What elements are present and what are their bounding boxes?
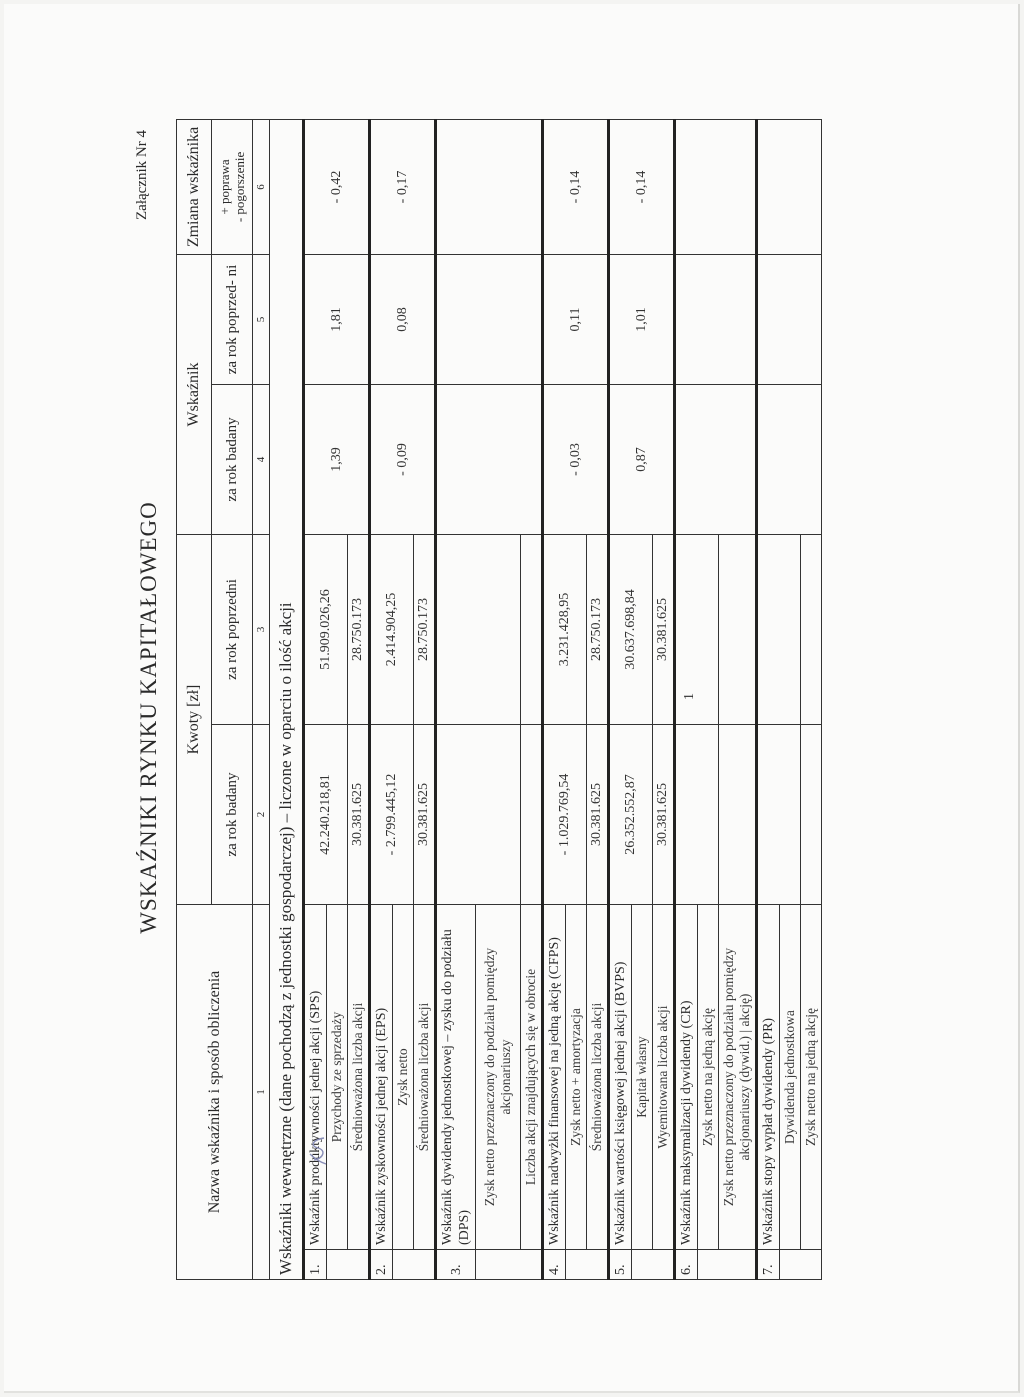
initials-signature-icon — [304, 1134, 330, 1168]
header-indicator: Wskaźnik — [177, 254, 212, 534]
numerator-label: Kapitał własny — [632, 905, 653, 1250]
header-indicator-current: za rok badany — [212, 384, 253, 534]
header-change-legend — [212, 119, 253, 254]
amount-previous: 51.909.026,26 — [304, 534, 348, 724]
col-number: 4 — [253, 384, 270, 534]
numerator-label: Przychody ze sprzedaży — [327, 905, 348, 1250]
row-number: 6. — [675, 1250, 698, 1280]
denominator-current: 30.381.625 — [348, 725, 370, 905]
indicator-previous: 0,08 — [370, 254, 436, 384]
indicator-previous: 1,81 — [304, 254, 370, 384]
document-page — [4, 4, 1020, 1393]
row-number: 4. — [543, 1250, 566, 1280]
table-row — [304, 119, 327, 1279]
header-name: Nazwa wskaźnika i sposób obliczenia — [177, 905, 253, 1280]
denominator-label: Średnioważona liczba akcji — [587, 905, 609, 1250]
denominator-label: Wyemitowana liczba akcji — [653, 905, 675, 1250]
change-positive-label: + poprawa — [217, 159, 232, 215]
amount-current: 42.240.218,81 — [304, 725, 348, 905]
numerator-label: Zysk netto — [393, 905, 414, 1250]
denominator-label: Średnioważona liczba akcji — [348, 905, 370, 1250]
indicator-name: Wskaźnik wartości księgowej jednej akcji (BVPS) — [609, 905, 632, 1250]
numerator-label: Zysk netto przeznaczony do podziału pomiędzy akcjonariuszy — [476, 905, 521, 1250]
denominator-previous: 28.750.173 — [348, 534, 370, 724]
col-number: 3 — [253, 534, 270, 724]
col-number: 5 — [253, 254, 270, 384]
indicator-current: - 0,03 — [543, 384, 609, 534]
col-number: 2 — [253, 725, 270, 905]
row-number: 1. — [304, 1250, 327, 1280]
page-title: WSKAŹNIKI RYNKU KAPITAŁOWEGO — [136, 501, 161, 934]
numerator-label: Zysk netto + amortyzacja — [566, 905, 587, 1250]
denominator-current: 30.381.625 — [653, 725, 675, 905]
row-number: 2. — [370, 1250, 393, 1280]
denominator-label: Liczba akcji znajdujących się w obrocie — [521, 905, 543, 1250]
indicator-current: 1,39 — [304, 384, 370, 534]
denominator-current: 30.381.625 — [587, 725, 609, 905]
indicator-name: Wskaźnik dywidendy jednostkowej – zysku do podziału (DPS) — [436, 905, 476, 1250]
table-row — [543, 119, 566, 1279]
indicator-current: 0,87 — [609, 384, 675, 534]
denominator-label: Średnioważona liczba akcji — [414, 905, 436, 1250]
change-negative-label: - pogorszenie — [232, 151, 247, 223]
rotated-content — [134, 104, 974, 1280]
indicator-name: Wskaźnik stopy wypłat dywidendy (PR) — [757, 905, 780, 1250]
numerator-label: Zysk netto na jedną akcję — [698, 905, 719, 1250]
header-amounts: Kwoty [zł] — [177, 534, 212, 904]
col-number: 6 — [253, 119, 270, 254]
indicator-change: - 0,42 — [304, 119, 370, 254]
amount-previous: 30.637.698,84 — [609, 534, 653, 724]
header-amount-current: za rok badany — [212, 725, 253, 905]
denominator-previous: 28.750.173 — [414, 534, 436, 724]
row-number: 7. — [757, 1250, 780, 1280]
indicator-change: - 0,14 — [609, 119, 675, 254]
section-row — [270, 119, 304, 1279]
indicator-current: - 0,09 — [370, 384, 436, 534]
header-indicator-previous: za rok poprzed- ni — [212, 254, 253, 384]
table-row — [675, 119, 698, 1279]
page-number: 1 — [682, 693, 697, 700]
denominator-current: 30.381.625 — [414, 725, 436, 905]
indicator-name: Wskaźnik zyskowności jednej akcji (EPS) — [370, 905, 393, 1250]
indicators-table — [176, 119, 822, 1280]
header-change: Zmiana wskaźnika — [177, 119, 212, 254]
amount-current: 26.352.552,87 — [609, 725, 653, 905]
row-number: 5. — [609, 1250, 632, 1280]
indicator-previous: 0,11 — [543, 254, 609, 384]
indicator-change: - 0,17 — [370, 119, 436, 254]
table-row — [609, 119, 632, 1279]
denominator-previous: 30.381.625 — [653, 534, 675, 724]
indicator-change: - 0,14 — [543, 119, 609, 254]
amount-previous: 3.231.428,95 — [543, 534, 587, 724]
denominator-label: Zysk netto przeznaczony do podziału pomiędzy akcjonariuszy (dywid.) | akcję) — [719, 905, 757, 1250]
section-title: Wskaźniki wewnętrzne (dane pochodzą z jednostki gospodarczej) – liczone w oparciu o ilość akcji — [270, 119, 304, 1279]
amount-previous: 2.414.904,25 — [370, 534, 414, 724]
amount-current: - 2.799.445,12 — [370, 725, 414, 905]
attachment-label: Załącznik Nr 4 — [134, 130, 150, 220]
indicator-name: Wskaźnik maksymalizacji dywidendy (CR) — [675, 905, 698, 1250]
indicator-name: Wskaźnik produktywności jednej akcji (SPS) — [304, 905, 327, 1250]
amount-current: - 1.029.769,54 — [543, 725, 587, 905]
header-amount-previous: za rok poprzedni — [212, 534, 253, 724]
numerator-label: Dywidenda jednostkowa — [780, 905, 801, 1250]
table-row — [757, 119, 780, 1279]
column-number-row — [253, 119, 270, 1279]
table-row — [370, 119, 393, 1279]
col-number: 1 — [253, 905, 270, 1280]
denominator-label: Zysk netto na jedną akcję — [801, 905, 822, 1250]
indicator-name: Wskaźnik nadwyżki finansowej na jedną akcję (CFPS) — [543, 905, 566, 1250]
indicator-previous: 1,01 — [609, 254, 675, 384]
row-number: 3. — [436, 1250, 476, 1280]
denominator-previous: 28.750.173 — [587, 534, 609, 724]
table-row — [436, 119, 476, 1279]
